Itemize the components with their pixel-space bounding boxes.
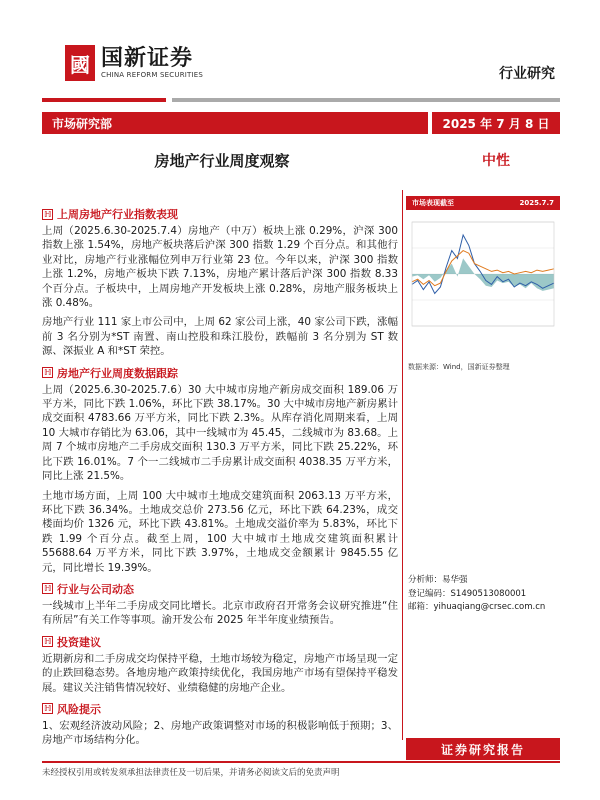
email-label: 邮箱： <box>408 602 434 612</box>
section-paragraph: 土地市场方面，上周 100 大中城市土地成交建筑面积 2063.13 万平方米，环比下跌 36.34%。土地成交总价 273.56 亿元，环比下跌 64.23%，成交楼面均价 1326 元，环比下跌 43.81%。土地成交溢价率为 5.83%，环比下跌 1.99 个百分点。截至上周，100 大中城市土地成交建筑面积累计 55688.64 万平方米，同比下跌 3.97%，土地成交金额累计 9845.55 亿元，同比增长 19.39%。 <box>42 489 398 574</box>
section-paragraph: 一线城市上半年二手房成交同比增长。北京市政府召开常务会议研究推进“住有所居”有关工作等事项。渝开发公布 2025 年半年度业绩预告。 <box>42 599 398 627</box>
chart-source: 数据来源：Wind，国新证券整理 <box>408 363 510 371</box>
section-paragraph: 上周（2025.6.30-2025.7.6）30 大中城市房地产新房成交面积 189.06 万平方米，同比下跌 1.06%，环比下跌 38.17%。30 大中城市房地产新房累计成交面积 4783.66 万平方米，同比下跌 2.3%。从库存消化周期来看，上周 10 大城市存销比为 63.06，其中一线城市为 45.45，二线城市为 83.68。上周 7 个城市房地产二手房成交面积 130.3 万平方米，同比下跌 25.22%，环比下跌 16.01%。7 个一二线城市二手房累计成交面积 4038.35 万平方米，同比上涨 21.5%。 <box>42 383 398 483</box>
analyst-row <box>408 574 545 588</box>
logo-cn: 国新证券 <box>101 46 194 71</box>
section-heading <box>42 701 398 717</box>
reg-no: S1490513080001 <box>450 588 527 599</box>
header-rule-gray <box>172 98 560 102</box>
rating: 中性 <box>482 153 510 169</box>
section-paragraph: 1、宏观经济波动风险；2、房地产政策调整对市场的积极影响低于预期；3、房地产市场结构分化。 <box>42 719 398 747</box>
column-divider <box>402 190 403 740</box>
section-heading <box>42 365 398 381</box>
report-title: 房地产行业周度观察 <box>154 152 290 170</box>
header-rule-red <box>42 98 166 102</box>
section-title: 上周房地产行业指数表现 <box>57 208 178 221</box>
chart-series-area-超额收益 <box>412 258 554 291</box>
reg-label: 登记编码： <box>408 588 451 599</box>
section-icon: ℍ <box>43 368 52 378</box>
footer-rule <box>42 761 560 763</box>
company-logo <box>65 45 203 81</box>
report-date: 2025 年 7 月 8 日 <box>442 116 550 131</box>
date-band <box>432 112 560 134</box>
section-paragraph: 房地产行业 111 家上市公司中，上周 62 家公司上涨，40 家公司下跌，涨幅前 3 名分别为*ST 南置、南山控股和珠江股份，跌幅前 3 名分别为 ST 数源、深振业 A 和*ST 荣控。 <box>42 316 398 358</box>
section-heading <box>42 581 398 597</box>
section-icon: ℍ <box>43 209 52 219</box>
section-heading <box>42 206 398 222</box>
section-title: 风险提示 <box>57 702 101 716</box>
reg-row <box>408 588 545 602</box>
logo-text <box>101 47 203 79</box>
section-heading <box>42 634 398 650</box>
market-chart <box>406 214 560 334</box>
main-content <box>42 206 398 753</box>
section-title: 行业与公司动态 <box>57 582 134 596</box>
analyst-label: 分析师： <box>408 575 443 585</box>
department-label: 市场研究部 <box>52 116 113 131</box>
report-type: 行业研究 <box>499 66 555 82</box>
logo-en: CHINA REFORM SECURITIES <box>101 71 204 79</box>
section-icon: ℍ <box>43 637 52 647</box>
section-paragraph: 上周（2025.6.30-2025.7.4）房地产（中万）板块上涨 0.29%，沪深 300 指数上涨 1.54%，房地产板块落后沪深 300 指数 1.29 个百分点。和其他行业对比，房地产行业涨幅位列申万行业第 23 位。今年以来，沪深 300 指数上涨 1.2%，房地产板块下跌 7.13%，房地产累计落后沪深 300 指数 8.33 个百分点。子板块中，上周房地产开发板块上涨 0.28%，房地产服务板块上涨 0.48%。 <box>42 225 398 310</box>
section-title: 投资建议 <box>57 635 101 649</box>
market-date: 2025.7.7 <box>519 199 554 207</box>
logo-mark: 國 <box>65 45 95 81</box>
brand-box: 证券研究报告 <box>406 738 560 760</box>
section-icon: ℍ <box>43 704 52 714</box>
department-band <box>42 112 428 134</box>
section-title: 房地产行业周度数据跟踪 <box>57 366 178 380</box>
email-link[interactable]: yihuaqiang@crsec.com.cn <box>433 602 546 612</box>
analyst-name: 易华强 <box>442 575 468 585</box>
section-paragraph: 近期新房和二手房成交均保持平稳，土地市场较为稳定，房地产市场呈现一定的止跌回稳态势。各地房地产政策持续优化，我国房地产市场有望保持平稳发展。建议关注销售情况较好、业绩稳健的房地产企业。 <box>42 652 398 694</box>
market-performance-bar <box>406 196 560 210</box>
market-label: 市场表现截至 <box>412 199 454 207</box>
footer-disclaimer: 未经授权引用或转发须承担法律责任及一切后果，并请务必阅读文后的免责声明 <box>42 768 340 778</box>
section-icon: ℍ <box>43 584 52 594</box>
email-row <box>408 601 545 615</box>
analyst-info <box>408 574 545 615</box>
